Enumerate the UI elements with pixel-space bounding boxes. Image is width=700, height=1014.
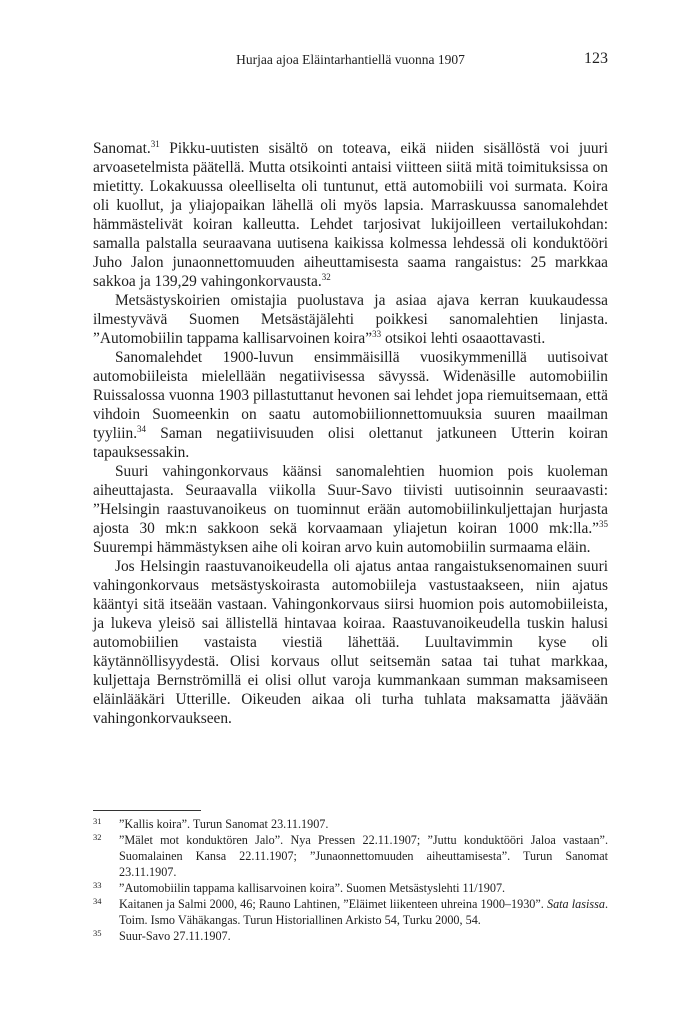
text-run: ”Automobiilin tappama kallisarvoinen koira”. Suomen Metsästyslehti 11/1907. xyxy=(119,881,506,895)
text-run: Jos Helsingin raastuvanoikeudella oli ajatus antaa rangaistuksenomainen suuri vahingonkorvaus metsästyskoirasta automobiileja vastustaakseen, niin ajatus kääntyi sitä itseään vastaan. Vahingonkorvaus siirsi huomion pois automobiileista, ja lukeva yleisö sai ällistellä hintavaa koiraa. Raastuvanoikeudella tuskin halusi automobiilien vastaista viestiä lähettää. Luultavimmin kyse oli käytännöllisyydestä. Olisi korvaus ollut seitsemän sataa tai tuhat markkaa, kuljettaja Bernströmillä ei olisi ollut varoja kummankaan summan maksamiseen eläinlääkäri Utterille. Oikeuden aikaa oli turha tuhlata maksamatta jäävään vahingonkorvaukseen. xyxy=(93,558,608,727)
footnote xyxy=(93,896,608,928)
text-run: Saman negatiivisuuden olisi olettanut jatkuneen Utterin koiran tapauksessakin. xyxy=(93,425,608,461)
text-run: ”Kallis koira”. Turun Sanomat 23.11.1907. xyxy=(119,817,329,831)
text-run: Suuri vahingonkorvaus käänsi sanomalehtien huomion pois kuoleman aiheuttajasta. Seuraavalla viikolla Suur-Savo tiivisti uutisoinnin seuraavasti: ”Helsingin raastuvanoikeus on tuominnut erään automobiilinkuljettajan hurjasta ajosta 30 mk:n sakkoon sekä korvaamaan yliajetun koiran 1000 mk:lla.” xyxy=(93,463,608,537)
footnote xyxy=(93,880,608,896)
paragraph xyxy=(93,462,608,557)
paragraph xyxy=(93,139,608,291)
page-header xyxy=(93,50,608,80)
footnote-reference: 32 xyxy=(321,272,331,282)
footnote-reference: 34 xyxy=(137,424,147,434)
footnotes xyxy=(93,816,608,944)
footnote-reference: 33 xyxy=(372,329,382,339)
footnote-number: 32 xyxy=(93,832,102,842)
footnote-text xyxy=(119,928,608,944)
footnote-text xyxy=(119,816,608,832)
footnote-reference: 35 xyxy=(599,519,608,529)
text-run: Sanomalehdet 1900-luvun ensimmäisillä vuosikymmenillä uutisoivat automobiileista mielellään negatiivisessa sävyssä. Widenäsille automobiilin Ruissalossa vuonna 1903 pillastuttanut hevonen sai lehdet jopa riemuitsemaan, että vihdoin Suomeenkin on saatu automobiilionnettomuuksia suuren maailman tyyliin. xyxy=(93,349,608,442)
footnote-reference: 31 xyxy=(150,139,160,149)
text-run: . Toim. Ismo Vähäkangas. Turun Historiallinen Arkisto 54, Turku 2000, 54. xyxy=(119,897,608,927)
paragraph xyxy=(93,291,608,348)
paragraph xyxy=(93,557,608,728)
footnote-number: 33 xyxy=(93,880,102,890)
text-run: Suur-Savo 27.11.1907. xyxy=(119,929,231,943)
text-run: Sanomat. xyxy=(93,140,151,157)
text-run: Kaitanen ja Salmi 2000, 46; Rauno Lahtinen, ”Eläimet liikenteen uhreina 1900–1930”. xyxy=(119,897,547,911)
footnote-number: 31 xyxy=(93,816,102,826)
body-text xyxy=(93,139,608,728)
footnote xyxy=(93,816,608,832)
page-number: 123 xyxy=(584,50,608,67)
footnote-number: 35 xyxy=(93,928,102,938)
text-run: Pikku-uutisten sisältö on toteava, eikä niiden sisällöstä voi juuri arvoasetelmista päätellä. Mutta otsikointi antaisi viitteen siitä mitä toimituksissa on mietitty. Lokakuussa oleelliselta oli tuntunut, että automobiili voi surmata. Koira oli kuollut, ja yliajopaikan lähellä oli myös lapsia. Marraskuussa sanomalehdet hämmästelivät koiran kalleutta. Lehdet tarjosivat lukijoilleen vertailukohdan: samalla palstalla seuraavana uutisena kaikissa kolmessa lehdessä oli konduktööri Juho Jalon junaonnettomuuden aiheuttamisesta saama rangaistus: 25 markkaa sakkoa ja 139,29 vahingonkorvausta. xyxy=(93,140,608,290)
footnote-divider xyxy=(93,810,201,811)
footnote-text xyxy=(119,880,608,896)
text-run: Suurempi hämmästyksen aihe oli koiran arvo kuin automobiilin surmaama eläin. xyxy=(93,539,591,556)
italic-title: Sata lasissa xyxy=(546,897,605,911)
running-title: Hurjaa ajoa Eläintarhantiellä vuonna 1907 xyxy=(236,52,465,67)
footnote xyxy=(93,832,608,880)
footnote xyxy=(93,928,608,944)
footnote-number: 34 xyxy=(93,896,102,906)
text-run: ”Mälet mot konduktören Jalo”. Nya Pressen 22.11.1907; ”Juttu konduktööri Jaloa vastaan”. Suomalainen Kansa 22.11.1907; ”Junaonnettomuuden aiheuttamisesta”. Turun Sanomat 23.11.1907. xyxy=(119,833,608,879)
text-run: Metsästyskoirien omistajia puolustava ja asiaa ajava kerran kuukaudessa ilmestyvävä Suomen Metsästäjälehti poikkesi sanomalehtien linjasta. ”Automobiilin tappama kallisarvoinen koira” xyxy=(93,292,608,347)
text-run: otsikoi lehti osaaottavasti. xyxy=(381,330,546,347)
paragraph xyxy=(93,348,608,462)
footnote-text xyxy=(119,896,608,928)
footnote-text xyxy=(119,832,608,880)
